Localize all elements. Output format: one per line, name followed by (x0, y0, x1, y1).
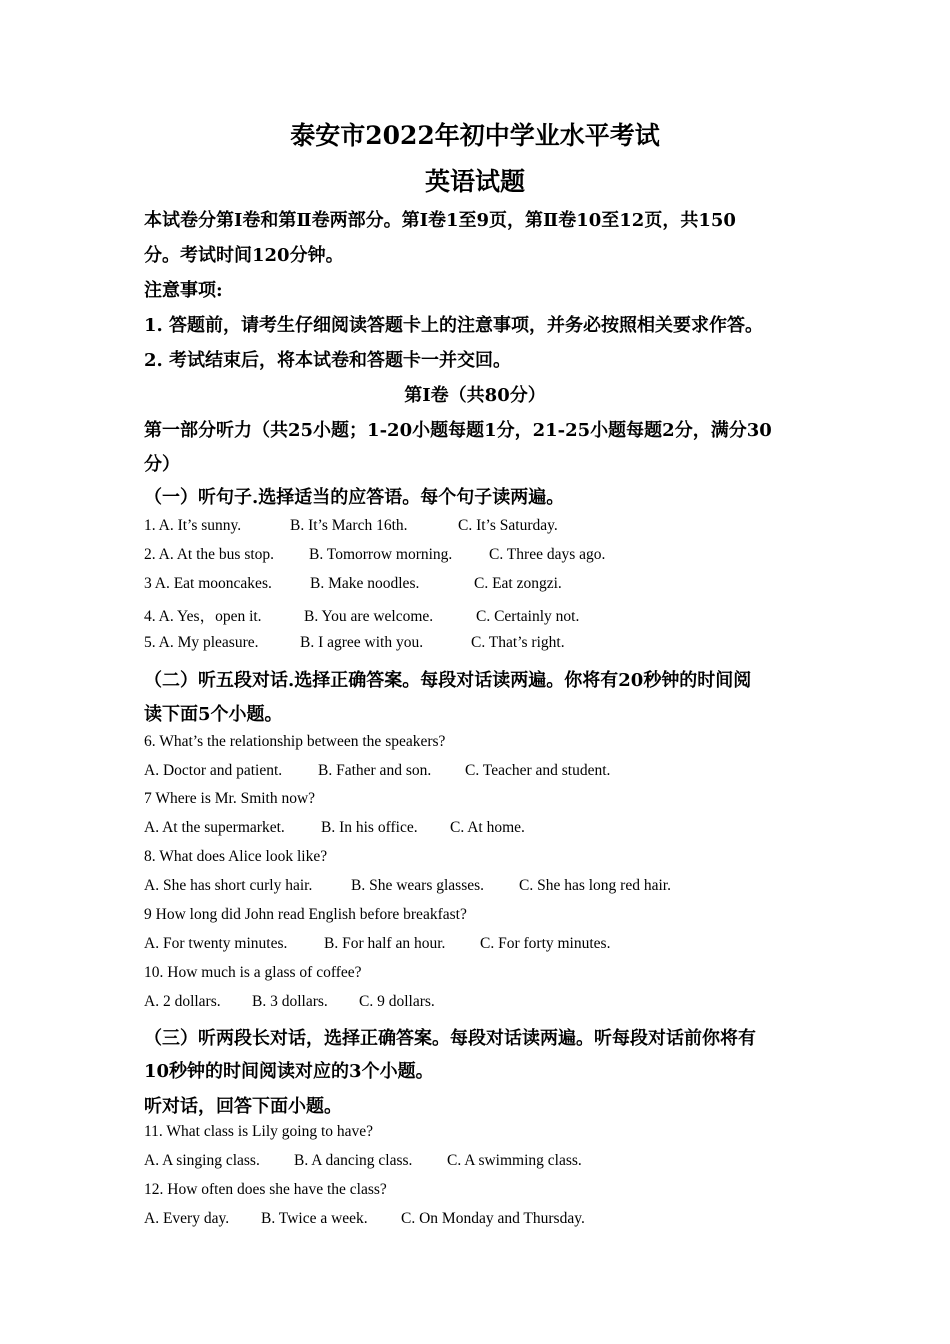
part1-line-2: 分） (144, 454, 180, 475)
option-b: B. In his office. (321, 819, 418, 836)
option-c: C. That’s right. (471, 634, 565, 651)
volume1-heading: 第I卷（共80分） (404, 385, 546, 406)
option-b: B. Twice a week. (261, 1210, 368, 1227)
option-b: B. 3 dollars. (252, 993, 328, 1010)
option-a: A. At the supermarket. (144, 819, 285, 836)
notes-item-1: 1. 答题前，请考生仔细阅读答题卡上的注意事项，并务必按照相关要求作答。 (144, 315, 764, 336)
option-a: A. She has short curly hair. (144, 877, 313, 894)
option-c: C. Certainly not. (476, 608, 580, 625)
section2-heading-line-2: 读下面5个小题。 (144, 704, 283, 725)
option-b: B. She wears glasses. (351, 877, 485, 894)
option-a: A. 2 dollars. (144, 993, 221, 1010)
question-stem: 6. What’s the relationship between the speakers? (144, 733, 446, 750)
question-stem: 9 How long did John read English before breakfast? (144, 906, 467, 923)
question-stem: 12. How often does she have the class? (144, 1181, 387, 1198)
question-options (144, 1152, 582, 1170)
question-row (144, 546, 605, 564)
notes-heading: 注意事项: (144, 280, 223, 301)
exam-title: 泰安市2022年初中学业水平考试 (290, 121, 660, 150)
question-options (144, 935, 610, 953)
intro-line-1: 本试卷分第I卷和第Ⅱ卷两部分。第I卷1至9页，第Ⅱ卷10至12页，共150 (144, 210, 736, 231)
option-c: C. It’s Saturday. (458, 517, 558, 534)
question-row (144, 575, 562, 593)
option-b: B. A dancing class. (294, 1152, 413, 1169)
option-a: A. For twenty minutes. (144, 935, 288, 952)
option-c: C. For forty minutes. (480, 935, 611, 952)
option-c: C. She has long red hair. (519, 877, 671, 894)
option-a: A. Doctor and patient. (144, 762, 283, 779)
section3-heading-line-2: 10秒钟的时间阅读对应的3个小题。 (144, 1061, 434, 1082)
option-b: B. Father and son. (318, 762, 432, 779)
option-a: 4. A. Yes，open it. (144, 608, 262, 625)
question-stem: 11. What class is Lily going to have? (144, 1123, 374, 1140)
section2-heading-line-1: （二）听五段对话.选择正确答案。每段对话读两遍。你将有20秒钟的时间阅 (144, 670, 752, 691)
option-b: B. Tomorrow morning. (309, 546, 453, 563)
option-c: C. Eat zongzi. (474, 575, 562, 592)
part1-line-1: 第一部分听力（共25小题；1-20小题每题1分，21-25小题每题2分，满分30 (144, 420, 772, 441)
question-stem: 8. What does Alice look like? (144, 848, 328, 865)
option-b: B. For half an hour. (324, 935, 446, 952)
option-b: B. Make noodles. (310, 575, 420, 592)
option-c: C. A swimming class. (447, 1152, 582, 1169)
option-a: A. A singing class. (144, 1152, 260, 1169)
exam-subtitle: 英语试题 (424, 167, 525, 196)
question-row (144, 634, 565, 652)
question-options (144, 819, 525, 837)
question-options (144, 1210, 585, 1228)
section1-heading: （一）听句子.选择适当的应答语。每个句子读两遍。 (144, 487, 565, 508)
section3-heading-line-1: （三）听两段长对话，选择正确答案。每段对话读两遍。听每段对话前你将有 (144, 1028, 756, 1049)
question-stem: 7 Where is Mr. Smith now? (144, 790, 316, 807)
section3-instruction: 听对话，回答下面小题。 (144, 1096, 342, 1117)
question-options (144, 762, 610, 780)
question-stem: 10. How much is a glass of coffee? (144, 964, 362, 981)
option-a: 1. A. It’s sunny. (144, 517, 242, 534)
option-c: C. At home. (450, 819, 525, 836)
option-c: C. 9 dollars. (359, 993, 435, 1010)
option-c: C. On Monday and Thursday. (401, 1210, 585, 1227)
option-b: B. You are welcome. (304, 608, 434, 625)
question-options (144, 877, 671, 895)
option-a: 2. A. At the bus stop. (144, 546, 275, 563)
notes-item-2: 2. 考试结束后，将本试卷和答题卡一并交回。 (144, 350, 512, 371)
question-row (144, 604, 579, 626)
option-a: A. Every day. (144, 1210, 230, 1227)
option-b: B. It’s March 16th. (290, 517, 408, 534)
intro-line-2: 分。考试时间120分钟。 (144, 245, 344, 266)
question-options (144, 993, 435, 1011)
option-a: 3 A. Eat mooncakes. (144, 575, 272, 592)
option-c: C. Teacher and student. (465, 762, 611, 779)
option-b: B. I agree with you. (300, 634, 424, 651)
question-row (144, 517, 558, 535)
option-c: C. Three days ago. (489, 546, 606, 563)
option-a: 5. A. My pleasure. (144, 634, 259, 651)
